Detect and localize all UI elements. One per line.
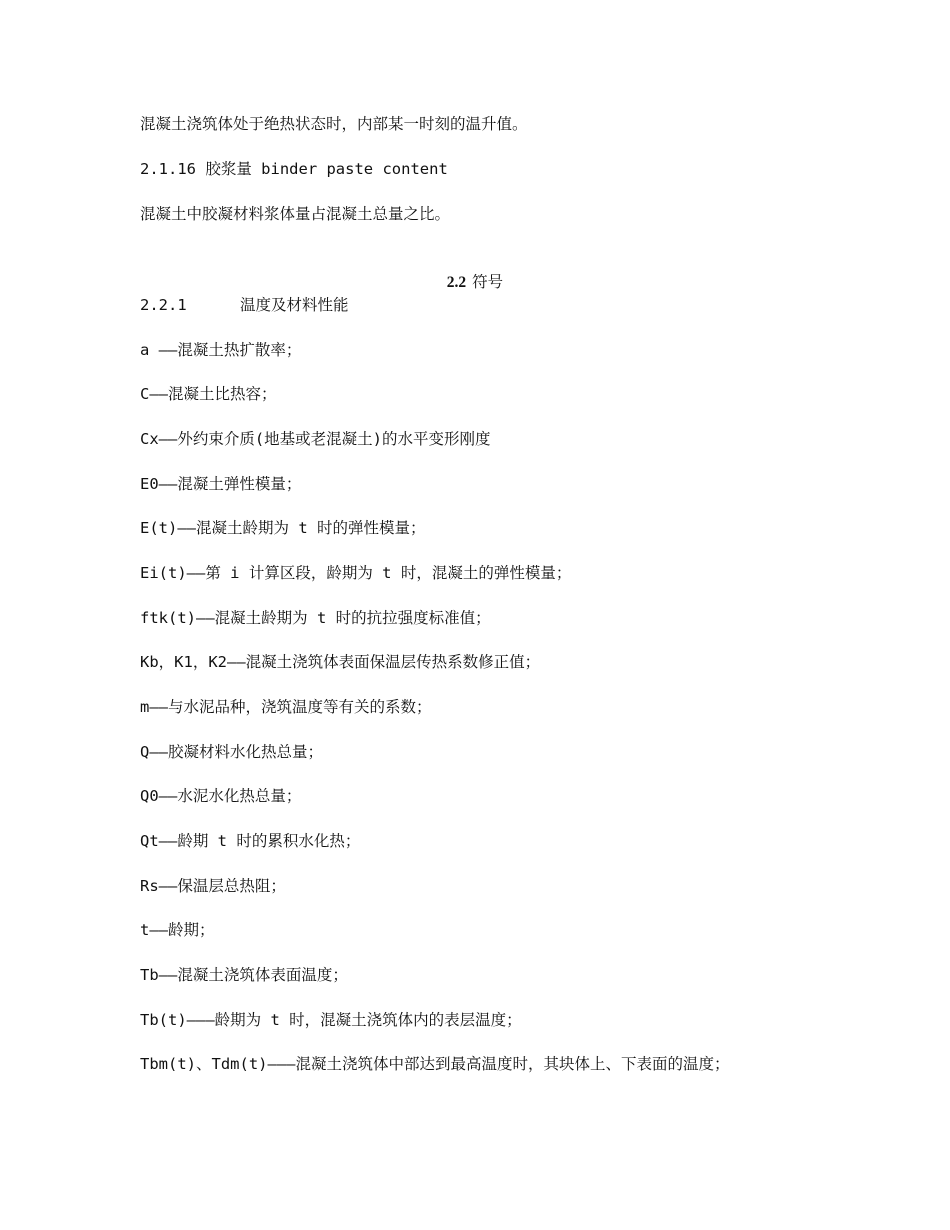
clause-title: 温度及材料性能 <box>240 296 349 314</box>
symbol-line: Q——胶凝材料水化热总量； <box>140 743 323 761</box>
paragraph-binder-paste-definition: 混凝土中胶凝材料浆体量占混凝土总量之比。 <box>140 205 451 223</box>
section-title: 符号 <box>472 274 504 291</box>
symbol-line: C——混凝土比热容； <box>140 385 277 403</box>
symbol-line: Kb，K1，K2——混凝土浇筑体表面保温层传热系数修正值； <box>140 653 541 671</box>
symbol-line: Q0——水泥水化热总量； <box>140 787 302 805</box>
paragraph-adiabatic-temp-rise: 混凝土浇筑体处于绝热状态时，内部某一时刻的温升值。 <box>140 115 528 133</box>
symbol-line: a ——混凝土热扩散率； <box>140 341 302 359</box>
symbol-line: m——与水泥品种，浇筑温度等有关的系数； <box>140 698 432 716</box>
symbol-line: Tb(t)———龄期为 t 时，混凝土浇筑体内的表层温度； <box>140 1011 522 1029</box>
symbol-line: Ei(t)——第 i 计算区段，龄期为 t 时，混凝土的弹性模量； <box>140 564 572 582</box>
section-number: 2.2 <box>446 274 467 291</box>
symbol-line: Tbm(t)、Tdm(t)———混凝土浇筑体中部达到最高温度时，其块体上、下表面的温度； <box>140 1055 730 1073</box>
symbol-line: Cx——外约束介质(地基或老混凝土)的水平变形刚度 <box>140 430 491 448</box>
section-heading <box>0 273 950 293</box>
symbol-line: Tb——混凝土浇筑体表面温度； <box>140 966 348 984</box>
symbol-line: t——龄期； <box>140 921 215 939</box>
symbol-line: Qt——龄期 t 时的累积水化热； <box>140 832 361 850</box>
clause-number: 2.2.1 <box>140 296 187 314</box>
clause-heading <box>140 295 349 315</box>
symbol-line: E0——混凝土弹性模量； <box>140 475 302 493</box>
symbol-line: ftk(t)——混凝土龄期为 t 时的抗拉强度标准值； <box>140 609 491 627</box>
symbol-line: Rs——保温层总热阻； <box>140 877 286 895</box>
symbol-line: E(t)——混凝土龄期为 t 时的弹性模量； <box>140 519 426 537</box>
term-heading-binder-paste: 2.1.16 胶浆量 binder paste content <box>140 160 448 178</box>
